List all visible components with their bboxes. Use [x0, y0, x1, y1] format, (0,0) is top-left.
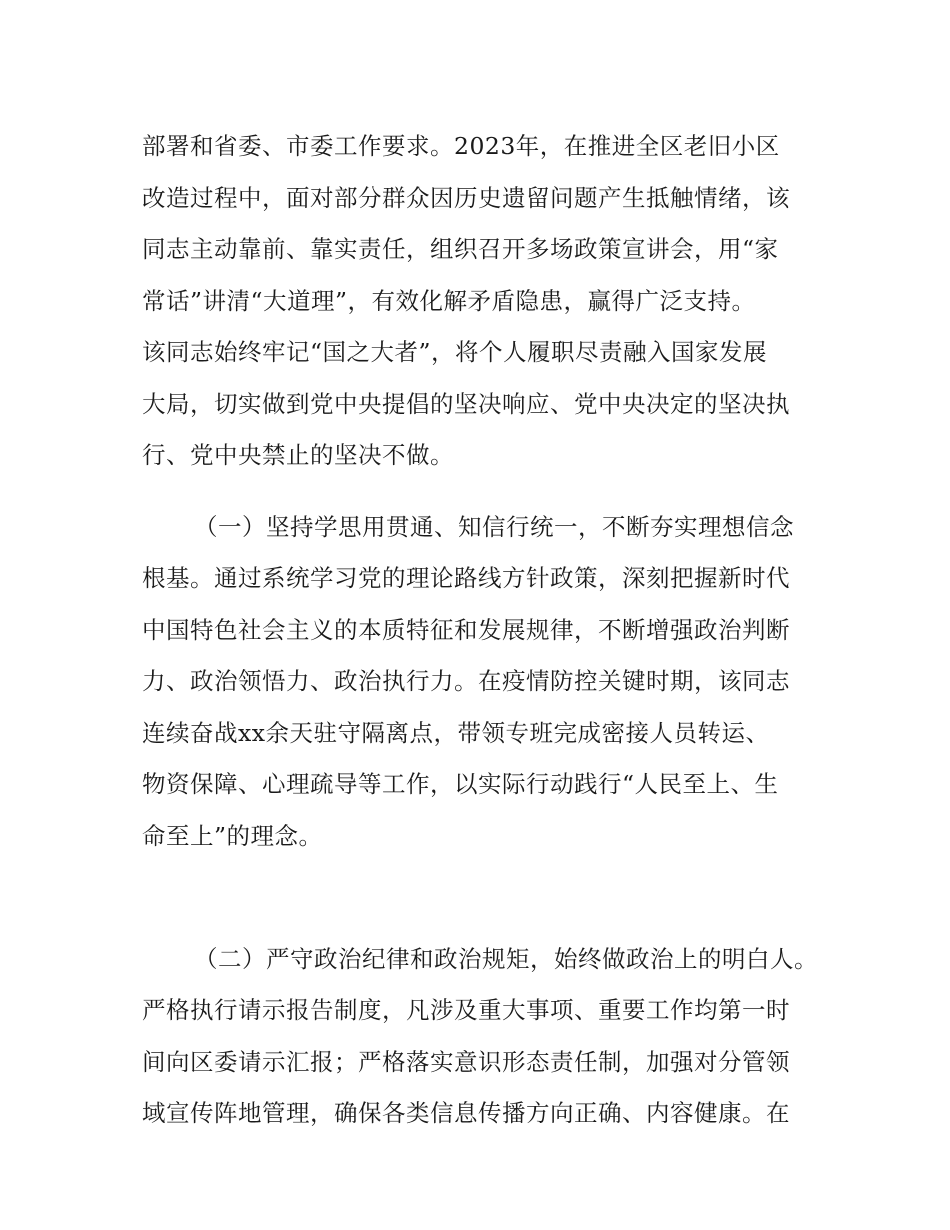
text-line: 改造过程中，面对部分群众因历史遗留问题产生抵触情绪，该: [142, 183, 790, 212]
text-line: 常话”讲清“大道理”，有效化解矛盾隐患，赢得广泛支持。: [142, 286, 756, 315]
paragraph-spacer: [142, 482, 842, 502]
text-line: 中国特色社会主义的本质特征和发展规律，不断增强政治判断: [142, 615, 790, 644]
paragraph-spacer: [142, 914, 842, 934]
text-line: 行、党中央禁止的坚决不做。: [142, 441, 454, 469]
document-body: [142, 121, 842, 1140]
section-heading-line: （一）坚持学思用贯通、知信行统一，不断夯实理想信念: [194, 512, 794, 541]
text-line: 根基。通过系统学习党的理论路线方针政策，深刻把握新时代: [142, 564, 790, 592]
text-line: 同志主动靠前、靠实责任，组织召开多场政策宣讲会，用“家: [142, 235, 779, 263]
paragraph-section-2: [142, 934, 842, 1140]
text-line: 物资保障、心理疏导等工作，以实际行动践行“人民至上、生: [142, 770, 779, 798]
text-line: 域宣传阵地管理，确保各类信息传播方向正确、内容健康。在: [142, 1099, 790, 1127]
text-line: 严格执行请示报告制度，凡涉及重大事项、重要工作均第一时: [142, 996, 790, 1024]
paragraph-section-1: [142, 502, 842, 914]
text-line: 力、政治领悟力、政治执行力。在疫情防控关键时期，该同志: [142, 667, 790, 695]
text-line: 连续奋战xx余天驻守隔离点，带领专班完成密接人员转运、: [142, 718, 770, 747]
text-line: 部署和省委、市委工作要求。2023年，在推进全区老旧小区: [142, 132, 780, 160]
paragraph-continuation: [142, 121, 842, 482]
text-line: 间向区委请示汇报；严格落实意识形态责任制，加强对分管领: [142, 1047, 790, 1076]
text-line: 该同志始终牢记“国之大者”，将个人履职尽责融入国家发展: [142, 338, 768, 366]
text-line: [142, 862, 842, 914]
text-line: 命至上”的理念。: [142, 821, 323, 850]
section-heading-line: （二）严守政治纪律和政治规矩，始终做政治上的明白人。: [194, 944, 818, 973]
text-line: 大局，切实做到党中央提倡的坚决响应、党中央决定的坚决执: [142, 389, 790, 418]
